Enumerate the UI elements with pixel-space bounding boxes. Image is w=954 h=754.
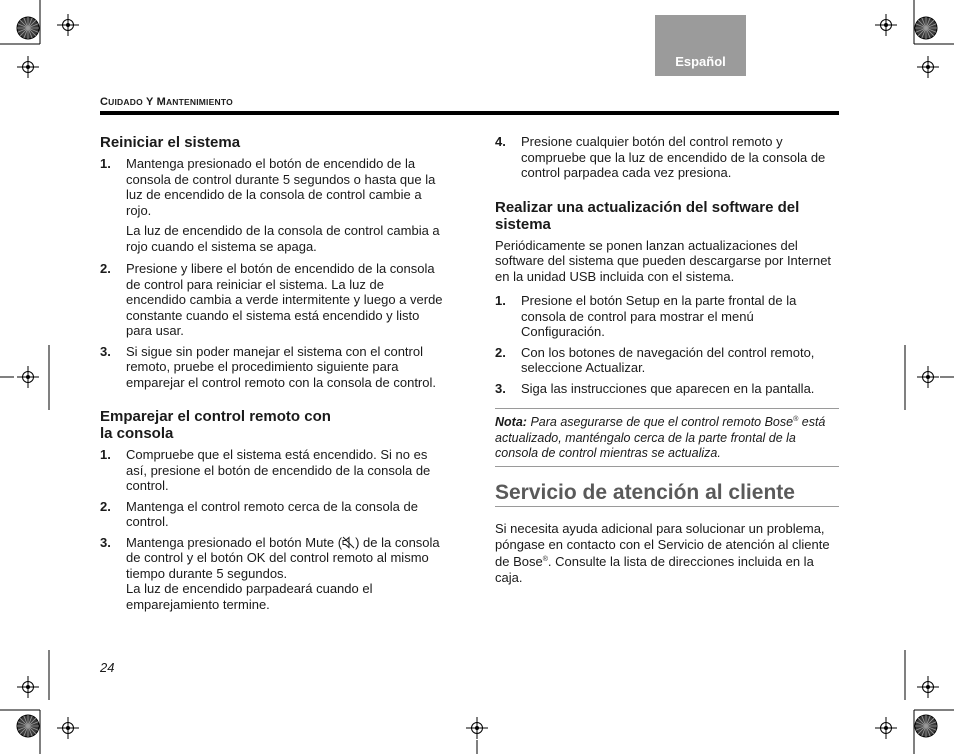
pair-heading-line-1: Emparejar el control remoto con <box>100 408 331 425</box>
reset-step-3 <box>100 344 445 391</box>
note-box <box>495 408 839 467</box>
note-label: Nota: <box>495 415 527 429</box>
step-text-extra: La luz de encendido parpadeará cuando el emparejamiento termine. <box>126 581 373 612</box>
step-text: Presione el botón Setup en la parte frontal de la consola de control para mostrar el menú Configuración. <box>521 293 797 339</box>
step-number: 3. <box>100 343 111 359</box>
step-text: Si sigue sin poder manejar el sistema con el control remoto, pruebe el procedimiento siguiente para emparejar el control remoto con la consola de control. <box>126 343 436 390</box>
section-header <box>100 96 233 108</box>
registered-mark: ® <box>793 416 799 423</box>
step-number: 1. <box>100 447 111 462</box>
service-text <box>495 521 839 585</box>
header-rule <box>100 111 839 115</box>
pair-step-4 <box>495 134 839 181</box>
reset-step-2 <box>100 261 445 339</box>
step-number: 3. <box>100 534 111 550</box>
pair-heading-line-2: la consola <box>100 425 174 442</box>
pair-heading <box>100 408 445 442</box>
update-step-2 <box>495 345 839 376</box>
step-text: Con los botones de navegación del control remoto, seleccione Actualizar. <box>521 344 815 375</box>
note-text-after: está actualizado, manténgalo cerca de la parte frontal de la consola de control mientras se actualiza. <box>495 415 826 460</box>
right-column <box>495 134 839 585</box>
pair-step-2 <box>100 499 445 530</box>
update-heading: Realizar una actualización del software del sistema <box>495 198 800 233</box>
reset-step-1-note: La luz de encendido de la consola de control cambia a rojo cuando el sistema se apaga. <box>126 223 440 254</box>
step-number: 2. <box>495 344 506 360</box>
step-text: Presione cualquier botón del control remoto y compruebe que la luz de encendido de la consola de control parpadea cada vez presiona. <box>521 134 826 180</box>
language-tab: Español <box>655 15 746 76</box>
service-heading: Servicio de atención al cliente <box>495 485 839 508</box>
step-number: 4. <box>495 134 506 149</box>
step-number: 1. <box>100 156 111 171</box>
reset-step-1 <box>100 156 445 218</box>
step-number: 3. <box>495 380 506 396</box>
step-text-before-icon: Mantenga presionado el botón Mute ( <box>126 534 343 550</box>
registered-mark: ® <box>542 556 548 563</box>
page-number: 24 <box>100 660 115 675</box>
step-text: Mantenga el control remoto cerca de la consola de control. <box>126 498 418 529</box>
pair-step-3 <box>100 535 445 613</box>
update-step-3 <box>495 381 839 397</box>
update-intro: Periódicamente se ponen lanzan actualizaciones del software del sistema que pueden descargarse por Internet en la unidad USB incluida con el sistema. <box>495 237 832 284</box>
step-text <box>126 535 445 613</box>
step-text: Compruebe que el sistema está encendido. Si no es así, presione el botón de encendido de la consola de control. <box>126 447 431 493</box>
mute-speaker-icon <box>342 536 355 549</box>
step-number: 2. <box>100 261 111 276</box>
service-text-after: . Consulte la lista de direcciones incluida en la caja. <box>495 554 814 585</box>
left-column <box>100 134 445 617</box>
reset-heading: Reiniciar el sistema <box>100 134 241 151</box>
pair-step-1 <box>100 447 445 494</box>
step-text: Presione y libere el botón de encendido de la consola de control para reiniciar el sistema. La luz de encendido cambia a verde intermitente y luego a verde constante cuando el sistema está encendido y listo para usar. <box>126 261 443 338</box>
note-text-before: Para asegurarse de que el control remoto Bose <box>530 415 794 429</box>
step-number: 1. <box>495 293 506 308</box>
step-text: Siga las instrucciones que aparecen en la pantalla. <box>521 380 815 396</box>
update-step-1 <box>495 293 839 340</box>
service-text-before: Si necesita ayuda adicional para solucionar un problema, póngase en contacto con el Servicio de atención al cliente de Bose <box>495 521 830 569</box>
section-title: CUIDADO Y MANTENIMIENTO <box>100 96 233 108</box>
step-number: 2. <box>100 498 111 514</box>
step-text: Mantenga presionado el botón de encendido de la consola de control durante 5 segundos o hasta que la luz de encendido de la consola de control cambie a rojo. <box>126 156 436 218</box>
step-text-after-icon: ) de la consola de control y el botón OK del control remoto al mismo tiempo durante 5 segundos. <box>126 534 440 581</box>
